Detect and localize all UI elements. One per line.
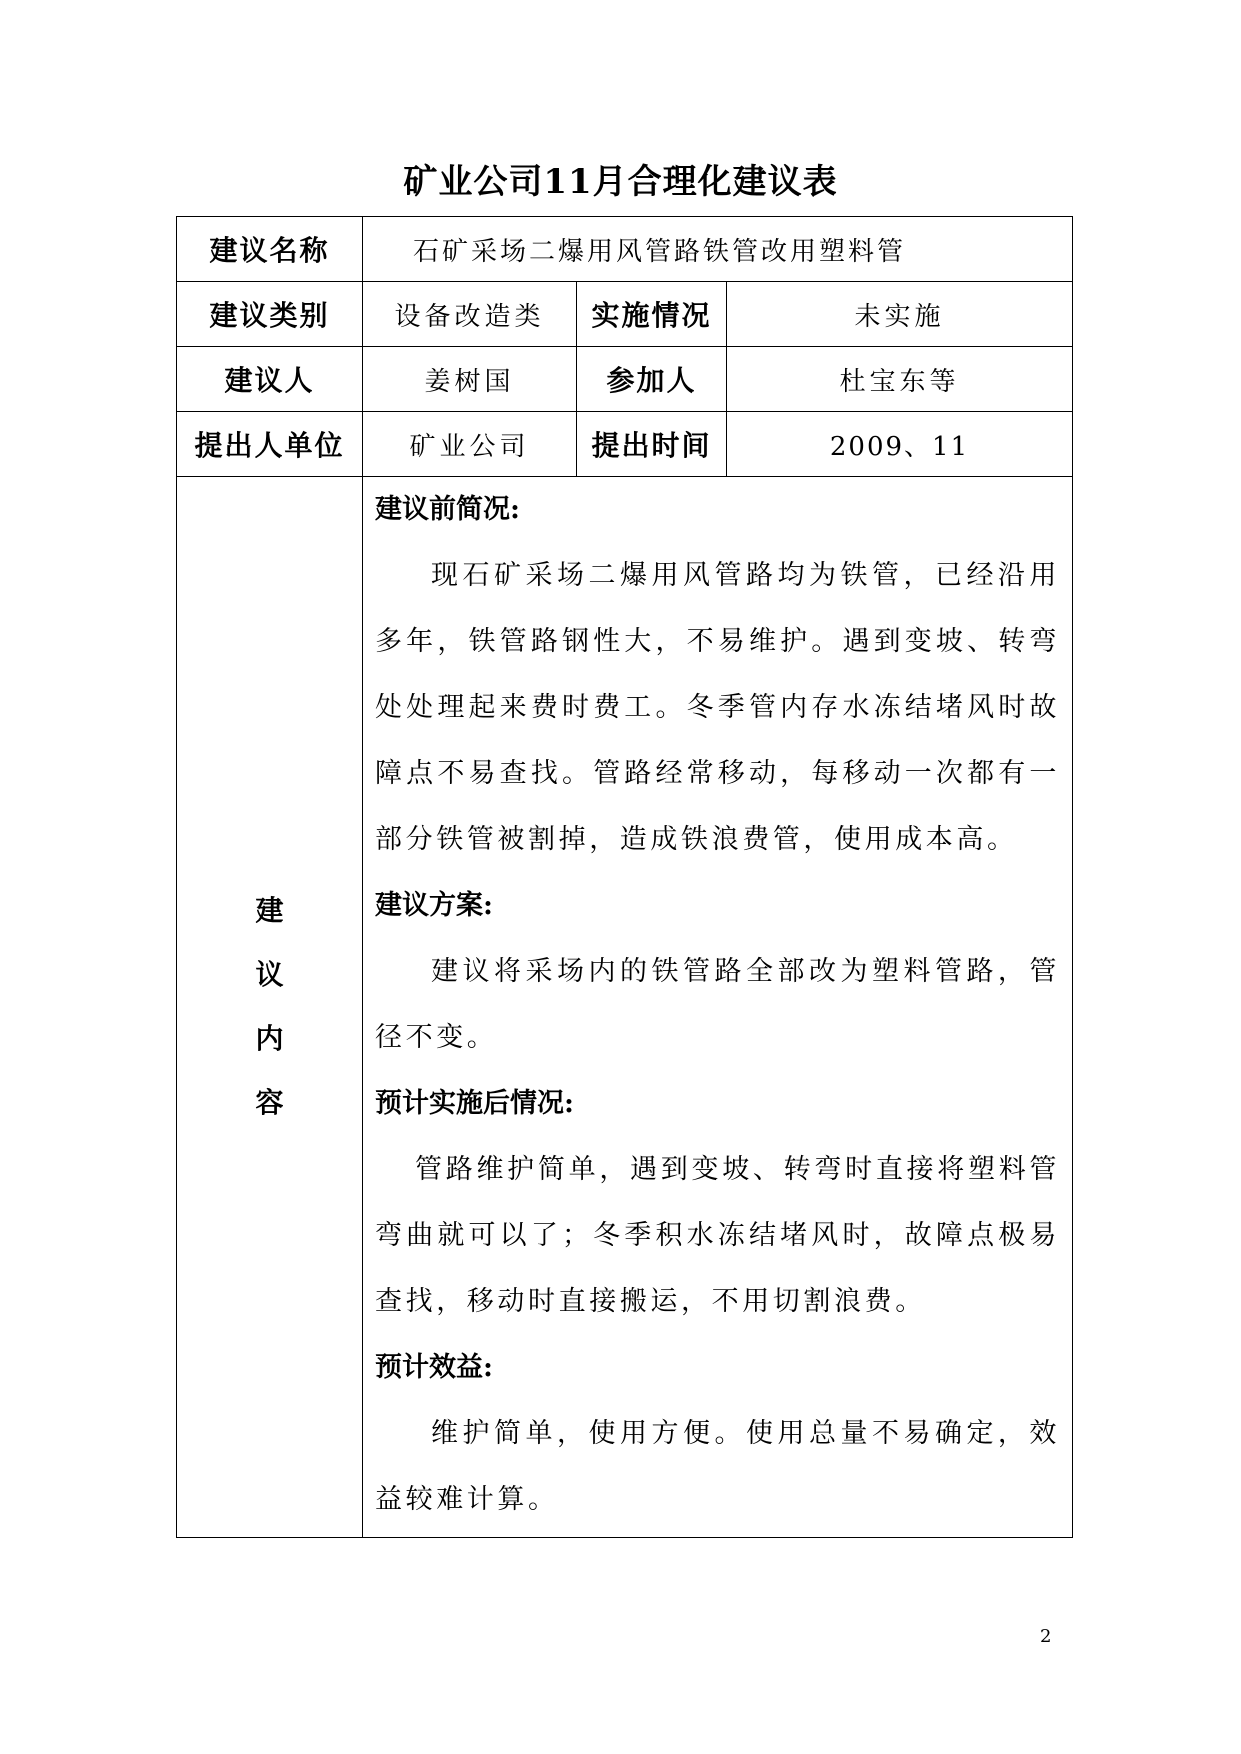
value-proposer: 姜树国 (363, 347, 577, 412)
section-text-plan: 建议将采场内的铁管路全部改为塑料管路，管径不变。 (375, 956, 1061, 1053)
section-heading-benefit: 预计效益: (375, 1352, 493, 1383)
label-unit: 提出人单位 (177, 412, 363, 477)
proposal-form-table (176, 216, 1073, 1538)
value-unit: 矿业公司 (363, 412, 577, 477)
value-time: 2009、11 (727, 412, 1073, 477)
side-char: 容 (255, 1086, 284, 1119)
value-proposal-name: 石矿采场二爆用风管路铁管改用塑料管 (363, 217, 1073, 282)
section-heading-before: 建议前简况: (375, 494, 520, 525)
row-content (177, 477, 1073, 1538)
section-text-after: 管路维护简单，遇到变坡、转弯时直接将塑料管弯曲就可以了；冬季积水冻结堵风时，故障点极易查找，移动时直接搬运，不用切割浪费。 (375, 1154, 1061, 1317)
section-text-benefit: 维护简单，使用方便。使用总量不易确定，效益较难计算。 (375, 1418, 1061, 1515)
value-status: 未实施 (727, 282, 1073, 347)
side-char: 建 (255, 894, 284, 927)
content-body (363, 477, 1073, 1538)
side-char: 议 (255, 958, 284, 991)
value-category: 设备改造类 (363, 282, 577, 347)
content-side-label (177, 477, 363, 1538)
section-heading-after: 预计实施后情况: (375, 1088, 574, 1119)
value-participant: 杜宝东等 (727, 347, 1073, 412)
row-category-status (177, 282, 1073, 347)
label-proposer: 建议人 (177, 347, 363, 412)
label-participant: 参加人 (577, 347, 727, 412)
row-unit-time (177, 412, 1073, 477)
label-category: 建议类别 (177, 282, 363, 347)
side-char: 内 (255, 1022, 284, 1055)
section-text-before: 现石矿采场二爆用风管路均为铁管，已经沿用多年，铁管路钢性大，不易维护。遇到变坡、转弯处处理起来费时费工。冬季管内存水冻结堵风时故障点不易查找。管路经常移动，每移动一次都有一部分铁管被割掉，造成铁浪费管，使用成本高。 (375, 560, 1061, 855)
row-proposer-participant (177, 347, 1073, 412)
row-proposal-name (177, 217, 1073, 282)
label-status: 实施情况 (577, 282, 727, 347)
section-heading-plan: 建议方案: (375, 890, 493, 921)
document-title: 矿业公司11月合理化建议表 (403, 162, 838, 202)
page-number: 2 (1040, 1626, 1052, 1647)
label-proposal-name: 建议名称 (177, 217, 363, 282)
label-time: 提出时间 (577, 412, 727, 477)
